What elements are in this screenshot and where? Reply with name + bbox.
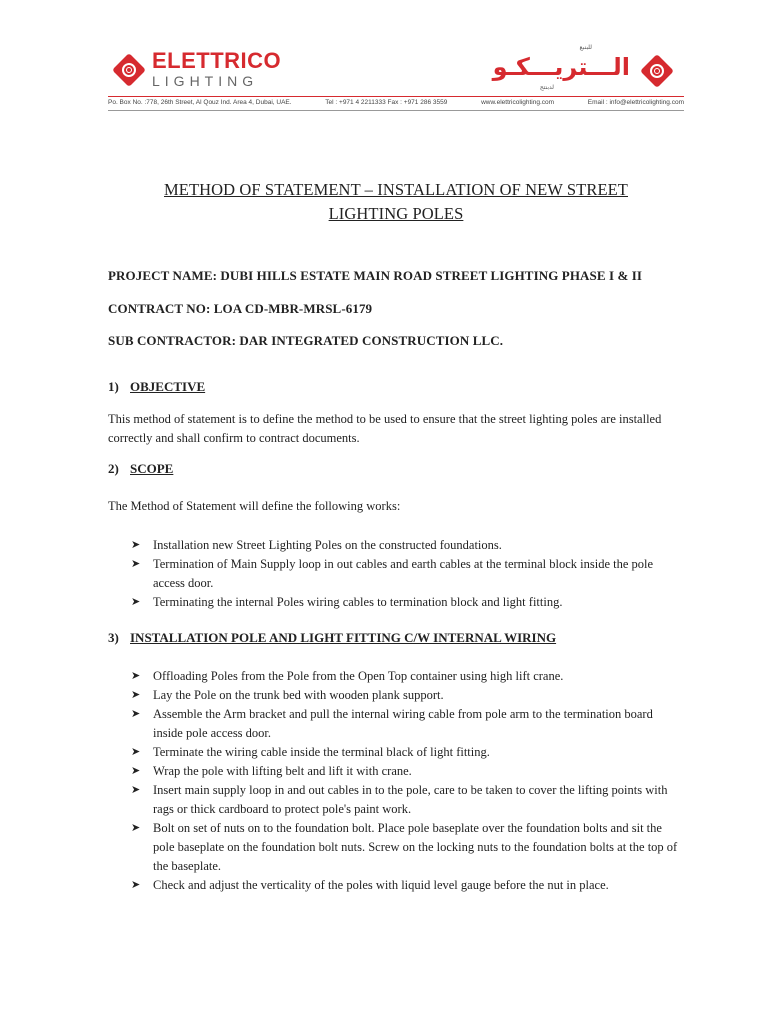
brand-name: ELETTRICO: [152, 48, 282, 73]
address: Po. Box No. :778, 26th Street, Al Qouz Ind. Area 4, Dubai, UAE.: [108, 99, 292, 106]
phone-fax: Tel : +971 4 2211333 Fax : +971 286 3559: [325, 99, 448, 106]
installation-steps-list: [131, 667, 683, 895]
contact-bar: [108, 99, 684, 106]
arabic-tagline-bottom: لدبنتج: [539, 84, 554, 91]
sub-contractor: SUB CONTRACTOR: DAR INTEGRATED CONSTRUCTION LLC.: [108, 333, 504, 348]
elettrico-logo-icon: [112, 53, 146, 87]
email-link[interactable]: Email : info@elettricolighting.com: [587, 99, 684, 106]
list-item: ➤ Assemble the Arm bracket and pull the internal wiring cable from pole arm to the termination board inside pole access door.: [131, 707, 653, 740]
arrow-bullet-icon: ➤: [131, 746, 141, 758]
document-title: METHOD OF STATEMENT – INSTALLATION OF NEW STREET LIGHTING POLES: [164, 180, 628, 223]
arabic-brand-name: الـــتريـــكـو: [492, 53, 630, 81]
brand-subtitle: LIGHTING: [152, 73, 259, 89]
arrow-bullet-icon: ➤: [131, 784, 141, 796]
scope-list: [131, 536, 683, 612]
arrow-bullet-icon: ➤: [131, 822, 141, 834]
list-item: ➤ Offloading Poles from the Pole from the Open Top container using high lift crane.: [131, 667, 683, 686]
list-item: ➤ Insert main supply loop in and out cables in to the pole, care to be taken to cover the lifting points with rags or thick cardboard to protect pole's paint work.: [131, 783, 668, 816]
arrow-bullet-icon: ➤: [131, 670, 141, 682]
elettrico-logo-icon-right: [640, 54, 674, 88]
arrow-bullet-icon: ➤: [131, 708, 141, 720]
arabic-logo: [493, 46, 680, 88]
list-item: ➤ Check and adjust the verticality of the poles with liquid level gauge before the nut in place.: [131, 876, 683, 895]
arrow-bullet-icon: ➤: [131, 558, 141, 570]
list-item: ➤ Installation new Street Lighting Poles on the constructed foundations.: [131, 536, 683, 555]
arrow-bullet-icon: ➤: [131, 879, 141, 891]
list-item: ➤ Termination of Main Supply loop in out cables and earth cables at the terminal block inside the pole access door.: [131, 557, 654, 590]
section-heading-objective: 1) OBJECTIVE: [108, 379, 206, 394]
arrow-bullet-icon: ➤: [131, 596, 141, 608]
arabic-tagline-top: للبنبع: [579, 44, 592, 51]
arrow-bullet-icon: ➤: [131, 689, 141, 701]
list-item: ➤ Terminating the internal Poles wiring cables to termination block and light fitting.: [131, 593, 683, 612]
project-name: PROJECT NAME: DUBI HILLS ESTATE MAIN ROAD STREET LIGHTING PHASE I & II: [108, 268, 643, 283]
arrow-bullet-icon: ➤: [131, 765, 141, 777]
scope-intro: The Method of Statement will define the following works:: [108, 499, 401, 513]
section-heading-scope: 2) SCOPE: [108, 461, 174, 476]
company-logo: [108, 44, 281, 88]
letterhead: [108, 44, 684, 120]
list-item: ➤ Lay the Pole on the trunk bed with wooden plank support.: [131, 686, 683, 705]
section-heading-installation: 3) INSTALLATION POLE AND LIGHT FITTING C/W INTERNAL WIRING: [108, 630, 557, 645]
contact-divider: [108, 110, 684, 111]
list-item: ➤ Terminate the wiring cable inside the terminal black of light fitting.: [131, 743, 683, 762]
header-divider: [108, 96, 684, 97]
website-link[interactable]: www.elettricolighting.com: [481, 99, 555, 106]
contract-number: CONTRACT NO: LOA CD-MBR-MRSL-6179: [108, 301, 373, 316]
arrow-bullet-icon: ➤: [131, 539, 141, 551]
objective-text: This method of statement is to define the method to be used to ensure that the street lighting poles are installed correctly and shall confirm to contract documents.: [108, 412, 662, 445]
list-item: ➤ Bolt on set of nuts on to the foundation bolt. Place pole baseplate over the foundation bolts and sit the pole baseplate on the foundation bolt nuts. Screw on the locking nuts to the foundation bolts at the top of the baseplate.: [131, 821, 678, 873]
list-item: ➤ Wrap the pole with lifting belt and lift it with crane.: [131, 762, 683, 781]
